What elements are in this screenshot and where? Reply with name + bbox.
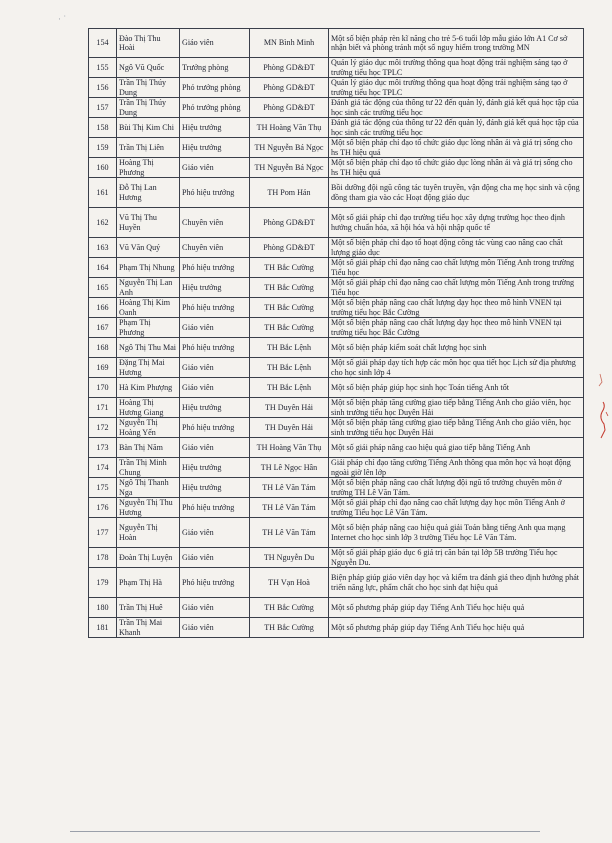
person-name: Hoàng Thị Hương Giang (117, 398, 180, 418)
organization: Phòng GD&ĐT (250, 238, 329, 258)
table-row (89, 518, 584, 548)
table-body (89, 29, 584, 638)
initiative-title: Một số giải pháp nâng cao hiệu quả giao tiếp bằng Tiếng Anh (329, 438, 584, 458)
initiative-title: Một số giải pháp chỉ đạo nâng cao chất lượng môn Tiếng Anh trong trường Tiểu học (329, 258, 584, 278)
table-row (89, 398, 584, 418)
row-number: 158 (89, 118, 117, 138)
table-row (89, 208, 584, 238)
person-position: Phó hiệu trưởng (180, 498, 250, 518)
row-number: 159 (89, 138, 117, 158)
organization: TH Bắc Cường (250, 278, 329, 298)
person-name: Hà Kim Phượng (117, 378, 180, 398)
row-number: 178 (89, 548, 117, 568)
initiative-title: Một số giải pháp chỉ đạo trường tiểu học xây dựng trường học theo định hướng chuẩn hóa, xã hội hóa và hội nhập quốc tế (329, 208, 584, 238)
initiative-title: Một số biện pháp chỉ đạo tổ hoạt động công tác vùng cao nâng cao chất lượng giáo dục (329, 238, 584, 258)
organization: TH Bắc Lệnh (250, 338, 329, 358)
row-number: 168 (89, 338, 117, 358)
person-position: Giáo viên (180, 29, 250, 58)
initiative-table (88, 28, 584, 638)
table-row (89, 138, 584, 158)
organization: Phòng GD&ĐT (250, 58, 329, 78)
row-number: 163 (89, 238, 117, 258)
organization: TH Hoàng Văn Thụ (250, 438, 329, 458)
person-name: Đặng Thị Mai Hương (117, 358, 180, 378)
person-position: Trưởng phòng (180, 58, 250, 78)
person-position: Chuyên viên (180, 208, 250, 238)
row-number: 180 (89, 598, 117, 618)
organization: TH Lê Văn Tám (250, 518, 329, 548)
initiative-title: Biện pháp giúp giáo viên dạy học và kiểm tra đánh giá theo định hướng phát triển năng lực, phẩm chất cho học sinh đạt hiệu quả (329, 568, 584, 598)
person-name: Trần Thị Thúy Dung (117, 98, 180, 118)
person-position: Giáo viên (180, 378, 250, 398)
person-name: Nguyễn Thị Thu Hương (117, 498, 180, 518)
organization: TH Bắc Lệnh (250, 378, 329, 398)
initiative-title: Một số biện pháp tăng cường giao tiếp bằng Tiếng Anh cho giáo viên, học sinh trường tiểu học Duyên Hải (329, 398, 584, 418)
table-row (89, 438, 584, 458)
person-name: Phạm Thị Phương (117, 318, 180, 338)
organization: TH Bắc Cường (250, 298, 329, 318)
person-name: Nguyễn Thị Hoàng Yến (117, 418, 180, 438)
row-number: 174 (89, 458, 117, 478)
organization: TH Nguyễn Bá Ngọc (250, 158, 329, 178)
table-row (89, 568, 584, 598)
row-number: 165 (89, 278, 117, 298)
person-name: Vũ Văn Quý (117, 238, 180, 258)
person-position: Hiệu trưởng (180, 138, 250, 158)
row-number: 164 (89, 258, 117, 278)
table-row (89, 98, 584, 118)
initiative-title: Một số biện pháp chỉ đạo tổ chức giáo dục lòng nhân ái và giá trị sống cho hs TH hiệu quả (329, 138, 584, 158)
row-number: 172 (89, 418, 117, 438)
initiative-title: Đánh giá tác động của thông tư 22 đến quản lý, đánh giá kết quả học tập của học sinh các trường tiểu học (329, 118, 584, 138)
initiative-title: Một số phương pháp giúp dạy Tiếng Anh Tiểu học hiệu quả (329, 618, 584, 638)
row-number: 171 (89, 398, 117, 418)
initiative-title: Quản lý giáo dục môi trường thông qua hoạt động trải nghiệm sáng tạo ở trường tiểu học TPLC (329, 58, 584, 78)
table-row (89, 278, 584, 298)
person-position: Hiệu trưởng (180, 458, 250, 478)
person-name: Phạm Thị Nhung (117, 258, 180, 278)
initiative-title: Một số biện pháp rèn kĩ năng cho trẻ 5-6 tuổi lớp mẫu giáo lớn A1 Cơ sở nhận biết và phòng tránh một số nguy hiểm trong trường MN (329, 29, 584, 58)
table-row (89, 598, 584, 618)
initiative-title: Giải pháp chỉ đạo tăng cường Tiếng Anh thông qua môn học và hoạt động ngoài giờ lên lớp (329, 458, 584, 478)
organization: Phòng GD&ĐT (250, 78, 329, 98)
person-name: Trần Thị Thúy Dung (117, 78, 180, 98)
organization: Phòng GD&ĐT (250, 208, 329, 238)
initiative-title: Một số biện pháp nâng cao hiệu quả giải Toán bằng tiếng Anh qua mạng Internet cho học sinh lớp 3 trường Tiểu học Lê Văn Tám. (329, 518, 584, 548)
person-position: Hiệu trưởng (180, 118, 250, 138)
table-row (89, 58, 584, 78)
row-number: 154 (89, 29, 117, 58)
table-row (89, 178, 584, 208)
organization: TH Bắc Cường (250, 258, 329, 278)
initiative-title: Một số biện pháp nâng cao chất lượng đội ngũ tổ trưởng chuyên môn ở trường TH Lê Văn Tám. (329, 478, 584, 498)
person-name: Nguyễn Thị Lan Anh (117, 278, 180, 298)
row-number: 179 (89, 568, 117, 598)
initiative-title: Một số biện pháp giúp học sinh học Toán tiếng Anh tốt (329, 378, 584, 398)
table-row (89, 478, 584, 498)
table-row (89, 618, 584, 638)
person-position: Phó hiệu trưởng (180, 338, 250, 358)
person-position: Phó hiệu trưởng (180, 258, 250, 278)
row-number: 157 (89, 98, 117, 118)
person-name: Ngô Thị Thanh Nga (117, 478, 180, 498)
person-position: Hiệu trưởng (180, 278, 250, 298)
table-row (89, 78, 584, 98)
page-bottom-rule (70, 831, 540, 832)
person-position: Phó hiệu trưởng (180, 568, 250, 598)
scan-mark: · ˙ (58, 14, 67, 24)
person-position: Phó trưởng phòng (180, 78, 250, 98)
table-row (89, 118, 584, 138)
organization: TH Nguyễn Bá Ngọc (250, 138, 329, 158)
initiative-title: Một số phương pháp giúp dạy Tiếng Anh Tiểu học hiệu quả (329, 598, 584, 618)
table-row (89, 258, 584, 278)
row-number: 177 (89, 518, 117, 548)
organization: TH Bắc Cường (250, 598, 329, 618)
person-position: Giáo viên (180, 438, 250, 458)
person-name: Trần Thị Minh Chung (117, 458, 180, 478)
person-position: Giáo viên (180, 598, 250, 618)
row-number: 175 (89, 478, 117, 498)
initiative-title: Một số giải pháp chỉ đạo nâng cao chất lượng môn Tiếng Anh trong trường Tiểu học (329, 278, 584, 298)
initiative-title: Một số biện pháp tăng cường giao tiếp bằng Tiếng Anh cho giáo viên, học sinh trường tiểu học Duyên Hải (329, 418, 584, 438)
table-row (89, 338, 584, 358)
organization: TH Duyên Hải (250, 418, 329, 438)
row-number: 169 (89, 358, 117, 378)
person-position: Phó hiệu trưởng (180, 178, 250, 208)
row-number: 162 (89, 208, 117, 238)
row-number: 160 (89, 158, 117, 178)
person-position: Phó hiệu trưởng (180, 298, 250, 318)
person-name: Đỗ Thị Lan Hương (117, 178, 180, 208)
person-name: Vũ Thị Thu Huyền (117, 208, 180, 238)
person-position: Giáo viên (180, 618, 250, 638)
person-name: Trần Thị Mai Khanh (117, 618, 180, 638)
person-name: Bùi Thị Kim Chi (117, 118, 180, 138)
initiative-title: Một số biện pháp nâng cao chất lượng dạy học theo mô hình VNEN tại trường tiểu học Bắc Cường (329, 298, 584, 318)
person-position: Giáo viên (180, 518, 250, 548)
initiative-title: Một số biện pháp kiểm soát chất lượng học sinh (329, 338, 584, 358)
person-position: Giáo viên (180, 158, 250, 178)
row-number: 156 (89, 78, 117, 98)
row-number: 161 (89, 178, 117, 208)
organization: MN Bình Minh (250, 29, 329, 58)
organization: TH Duyên Hải (250, 398, 329, 418)
person-position: Chuyên viên (180, 238, 250, 258)
initiative-title: Một số giải pháp dạy tích hợp các môn học qua tiết học Lịch sử địa phương cho học sinh lớp 4 (329, 358, 584, 378)
person-name: Trần Thị Huê (117, 598, 180, 618)
person-name: Phạm Thị Hà (117, 568, 180, 598)
organization: TH Bắc Lệnh (250, 358, 329, 378)
initiative-title: Bồi dưỡng đội ngũ công tác tuyên truyền, vận động cha mẹ học sinh và cộng đồng tham gia vào các Hoạt động giáo dục (329, 178, 584, 208)
table-row (89, 158, 584, 178)
person-position: Giáo viên (180, 548, 250, 568)
organization: TH Bắc Cường (250, 318, 329, 338)
initiative-title: Một số biện pháp chỉ đạo tổ chức giáo dục lòng nhân ái và giá trị sống cho hs TH hiệu quả (329, 158, 584, 178)
initiative-title: Một số biện pháp nâng cao chất lượng dạy học theo mô hình VNEN tại trường tiểu học Bắc Cường (329, 318, 584, 338)
organization: TH Lê Văn Tám (250, 498, 329, 518)
row-number: 155 (89, 58, 117, 78)
organization: TH Vạn Hoà (250, 568, 329, 598)
organization: TH Nguyễn Du (250, 548, 329, 568)
table-row (89, 29, 584, 58)
table-row (89, 418, 584, 438)
person-name: Nguyễn Thị Hoàn (117, 518, 180, 548)
row-number: 173 (89, 438, 117, 458)
person-name: Bàn Thị Năm (117, 438, 180, 458)
organization: TH Hoàng Văn Thụ (250, 118, 329, 138)
initiative-title: Quản lý giáo dục môi trường thông qua hoạt động trải nghiệm sáng tạo ở trường tiểu học TPLC (329, 78, 584, 98)
organization: TH Lê Văn Tám (250, 478, 329, 498)
person-name: Hoàng Thị Phương (117, 158, 180, 178)
person-name: Đào Thị Thu Hoài (117, 29, 180, 58)
row-number: 170 (89, 378, 117, 398)
table-row (89, 378, 584, 398)
person-name: Đoàn Thị Luyện (117, 548, 180, 568)
table-row (89, 458, 584, 478)
organization: Phòng GD&ĐT (250, 98, 329, 118)
organization: TH Pom Hán (250, 178, 329, 208)
margin-stamp-mark (596, 372, 610, 442)
initiative-title: Một số giải pháp giáo dục 6 giá trị căn bản tại lớp 5B trường Tiểu học Nguyễn Du. (329, 548, 584, 568)
table-row (89, 298, 584, 318)
table-row (89, 318, 584, 338)
person-position: Hiệu trưởng (180, 398, 250, 418)
organization: TH Bắc Cường (250, 618, 329, 638)
person-position: Hiệu trưởng (180, 478, 250, 498)
table-row (89, 238, 584, 258)
person-position: Phó hiệu trưởng (180, 418, 250, 438)
person-position: Phó trưởng phòng (180, 98, 250, 118)
table-row (89, 548, 584, 568)
row-number: 176 (89, 498, 117, 518)
person-name: Ngô Thị Thu Mai (117, 338, 180, 358)
row-number: 167 (89, 318, 117, 338)
person-name: Ngô Vũ Quốc (117, 58, 180, 78)
person-name: Trần Thị Liên (117, 138, 180, 158)
row-number: 181 (89, 618, 117, 638)
initiative-title: Một số giải pháp chỉ đạo nâng cao chất lượng dạy học môn Tiếng Anh ở trường Tiểu học Lê Văn Tám. (329, 498, 584, 518)
table-row (89, 358, 584, 378)
table-row (89, 498, 584, 518)
organization: TH Lê Ngọc Hân (250, 458, 329, 478)
person-position: Giáo viên (180, 358, 250, 378)
row-number: 166 (89, 298, 117, 318)
initiative-title: Đánh giá tác động của thông tư 22 đến quản lý, đánh giá kết quả học tập của học sinh các trường tiểu học (329, 98, 584, 118)
person-name: Hoàng Thị Kim Oanh (117, 298, 180, 318)
person-position: Giáo viên (180, 318, 250, 338)
